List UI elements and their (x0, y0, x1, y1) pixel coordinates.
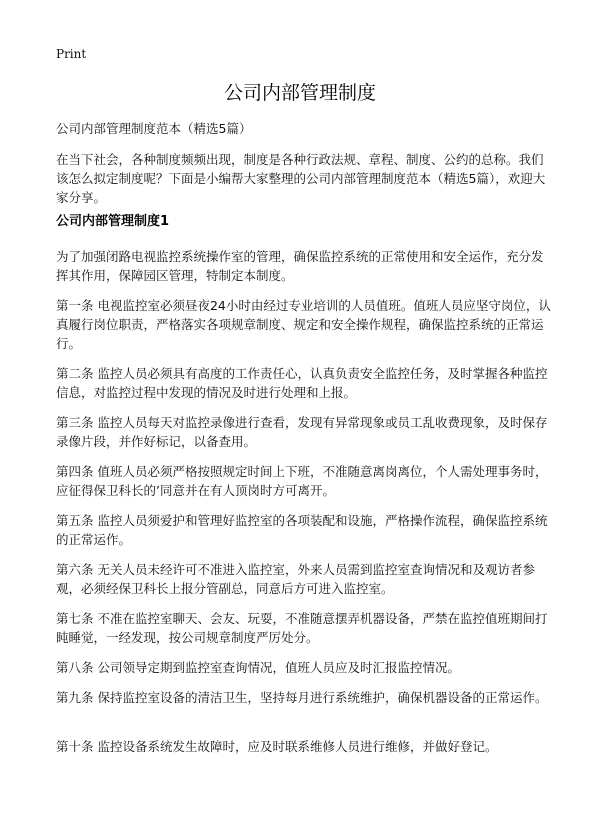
paragraph-article-4: 第四条 值班人员必须严格按照规定时间上下班，不准随意离岗离位，个人需处理事务时，应征得保卫科长的’同意并在有人顶岗时方可离开。 (56, 464, 548, 498)
paragraph-article-2: 第二条 监控人员必须具有高度的工作责任心，认真负责安全监控任务，及时掌握各种监控信息，对监控过程中发现的情况及时进行处理和上报。 (56, 366, 548, 400)
document-title: 公司内部管理制度 (223, 82, 376, 104)
paragraph-article-9: 第九条 保持监控室设备的清洁卫生，坚持每月进行系统维护，确保机器设备的正常运作。 (56, 690, 548, 705)
section-heading: 公司内部管理制度1 (56, 214, 170, 229)
paragraph-article-5: 第五条 监控人员须爱护和管理好监控室的各项装配和设施，严格操作流程，确保监控系统的正常运作。 (56, 513, 548, 547)
document-subtitle: 公司内部管理制度范本（精选5篇） (56, 121, 252, 136)
paragraph-article-3: 第三条 监控人员每天对监控录像进行查看，发现有异常现象或员工乱收费现象，及时保存录像片段，并作好标记，以备查用。 (56, 415, 548, 449)
intro-paragraph: 在当下社会，各种制度频频出现，制度是各种行政法规、章程、制度、公约的总称。我们该怎么拟定制度呢？下面是小编帮大家整理的公司内部管理制度范本（精选5篇），欢迎大家分享。 (56, 152, 546, 205)
paragraph-article-1: 第一条 电视监控室必须昼夜24小时由经过专业培训的人员值班。值班人员应坚守岗位，认真履行岗位职责，严格落实各项规章制度、规定和安全操作规程，确保监控系统的正常运行。 (56, 298, 551, 351)
paragraph-article-7: 第七条 不准在监控室聊天、会友、玩耍，不准随意摆弄机器设备，严禁在监控值班期间打盹睡觉，一经发现，按公司规章制度严厉处分。 (56, 611, 548, 645)
paragraph-article-10: 第十条 监控设备系统发生故障时，应及时联系维修人员进行维修，并做好登记。 (56, 739, 498, 754)
paragraph-article-8: 第八条 公司领导定期到监控室查询情况，值班人员应及时汇报监控情况。 (56, 660, 460, 675)
print-link[interactable]: Print (56, 47, 87, 61)
paragraph-preamble: 为了加强闭路电视监控系统操作室的管理，确保监控系统的正常使用和安全运作，充分发挥其作用，保障园区管理，特制定本制度。 (56, 249, 544, 283)
paragraph-article-6: 第六条 无关人员未经许可不准进入监控室，外来人员需到监控室查询情况和及观访者参观，必须经保卫科长上报分管副总，同意后方可进入监控室。 (56, 562, 535, 596)
